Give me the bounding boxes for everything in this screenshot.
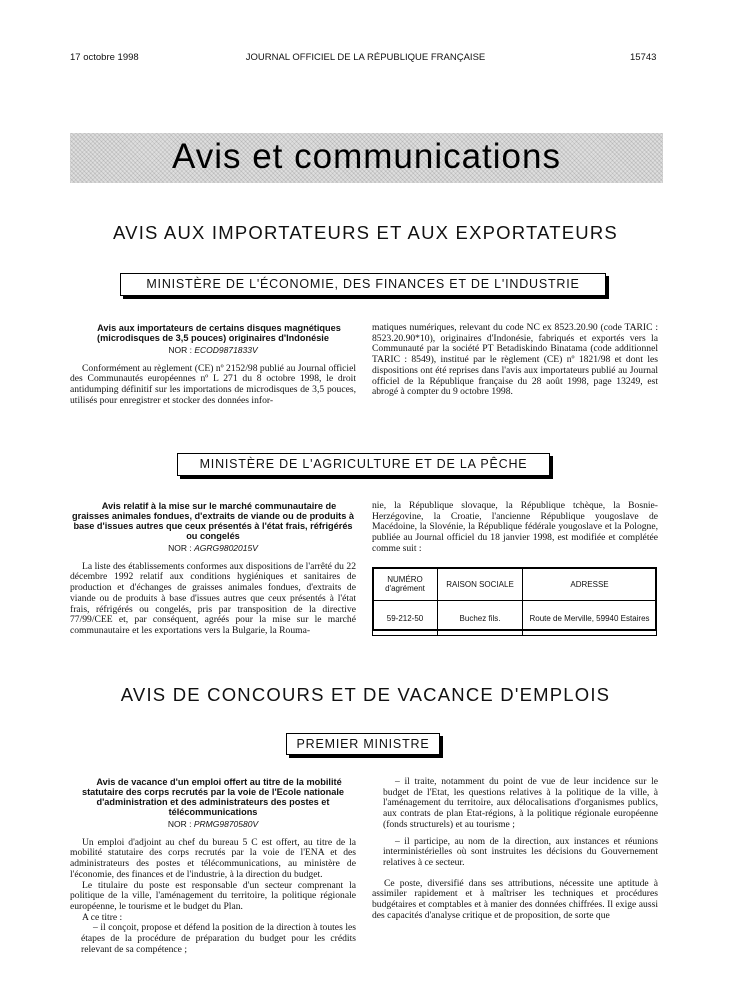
section-heading-vacancies: AVIS DE CONCOURS ET DE VACANCE D'EMPLOIS: [120, 684, 611, 705]
banner: [70, 133, 663, 183]
article-vacancy-bullet1: – il conçoit, propose et défend la position de la direction à toutes les étapes de la procédure de préparation du budget pour les crédits relevant de sa compétence ;: [81, 922, 356, 955]
article-fats-text-left: La liste des établissements conformes aux dispositions de l'arrêté du 22 décembre 1992 relatif aux conditions hygiéniques et sanitaires de production et d'échanges de graisses animales fondues, d'extraits de viande ou de produits à base d'issues autres que ceux présentés à l'état frais, réfrigérés ou congelés, pris par transposition de la directive 77/99/CEE et, par conséquent, agréés pour la mise sur le marché communautaire et les exportations vers la Bulgarie, la Rouma-: [70, 560, 356, 636]
banner-title: Avis et communications: [171, 137, 561, 176]
ministry-economy-name: MINISTÈRE DE L'ÉCONOMIE, DES FINANCES ET DE L'INDUSTRIE: [146, 277, 580, 291]
ministry-agriculture-name: MINISTÈRE DE L'AGRICULTURE ET DE LA PÊCHE: [199, 457, 528, 471]
cell-name: Buchez fils.: [438, 601, 523, 636]
article-disks-right: [372, 323, 658, 398]
ministry-economy-box: [120, 273, 606, 296]
journal-title: JOURNAL OFFICIEL DE LA RÉPUBLIQUE FRANÇAISE: [245, 52, 486, 63]
page-date: 17 octobre 1998: [70, 52, 139, 63]
cell-address: Route de Merville, 59940 Estaires: [523, 601, 657, 636]
article-vacancy-left: [70, 777, 356, 955]
ministry-pm-box: [286, 733, 440, 755]
article-vacancy-p1: Un emploi d'adjoint au chef du bureau 5 C est offert, au titre de la mobilité statutaire des corps recrutés par la voie de l'ENA et des administrateurs des postes et télécommunications, au ministère de l'économie, des finances et de l'industrie, à la direction du budget.: [70, 836, 356, 880]
page-number: 15743: [630, 52, 657, 63]
section-heading-importers: AVIS AUX IMPORTATEURS ET AUX EXPORTATEURS: [113, 222, 618, 243]
article-fats-left: [70, 501, 356, 637]
table-header-row: [373, 568, 657, 601]
article-disks-text-right: matiques numériques, relevant du code NC ex 8523.20.90 (code TARIC : 8523.20.90*10), originaires d'Indonésie, fabriqués et exportés vers la Communauté par la société PT Betadiskindo Binatama (code additionnel TARIC : 8549), institué par le règlement (CE) nº 1821/98 et dont les dispositions ont été reprises dans l'avis aux importateurs publié au Journal officiel de la République française du 28 août 1998, page 13249, est abrogé à compter du 9 octobre 1998.: [372, 322, 658, 398]
col-header-address: ADRESSE: [523, 568, 657, 601]
col-header-name: RAISON SOCIALE: [438, 568, 523, 601]
article-fats-nor: NOR : AGRG9802015V: [168, 543, 258, 553]
ministry-pm-name: PREMIER MINISTRE: [296, 737, 430, 751]
article-disks-nor: NOR : ECOD9871833V: [168, 345, 258, 355]
ministry-agriculture-box: [177, 453, 550, 476]
article-vacancy-right: [372, 777, 658, 921]
article-disks-title: Avis aux importateurs de certains disques magnétiques (microdisques de 3,5 pouces) originaires d'Indonésie: [97, 323, 341, 343]
cell-number: 59-212-50: [373, 601, 438, 636]
article-fats-title: Avis relatif à la mise sur le marché communautaire de graisses animales fondues, d'extraits de viande ou de produits à base d'issues autres que ceux présentés à l'état frais, réfrigérés ou congelés: [72, 501, 354, 541]
article-fats-right: [372, 501, 658, 555]
article-vacancy-title: Avis de vacance d'un emploi offert au titre de la mobilité statutaire des corps recrutés par la voie de l'Ecole nationale d'administration et des administrateurs des postes et télécommunications: [81, 777, 345, 817]
article-disks-left: [70, 323, 356, 407]
article-fats-text-right: nie, la République slovaque, la République tchèque, la Bosnie-Herzégovine, la Croatie, l'ancienne République yougoslave de Macédoine, la Slovénie, la République fédérale yougoslave et la Pologne, publiée au Journal officiel du 18 janvier 1998, est modifiée et complétée comme suit :: [372, 500, 658, 554]
article-disks-text-left: Conformément au règlement (CE) nº 2152/98 publié au Journal officiel des Communautés européennes nº L 271 du 8 octobre 1998, le droit antidumping définitif sur les importations de microdisques de 3,5 pouces, utilisés pour enregistrer et stocker des données infor-: [70, 362, 356, 406]
article-vacancy-p2: Le titulaire du poste est responsable d'un secteur comprenant la politique de la ville, l'aménagement du territoire, la politique régionale européenne, le tourisme et le budget du Plan.: [70, 879, 356, 912]
article-vacancy-bullet3: – il participe, au nom de la direction, aux instances et réunions interministérielles où sont instruites les décisions du Gouvernement relatives à ce secteur.: [383, 835, 658, 868]
article-vacancy-nor: NOR : PRMG9870580V: [167, 819, 259, 829]
article-vacancy-bullet2: – il traite, notamment du point de vue de leur incidence sur le budget de l'Etat, les questions relatives à la politique de la ville, à l'aménagement du territoire, aux délocalisations d'organismes publics, aux contrats de plan Etat-régions, à la politique régionale européenne (fonds structurels) et au tourisme ;: [383, 776, 658, 830]
article-vacancy-p3: A ce titre :: [82, 911, 123, 923]
col-header-number: NUMÉRO d'agrément: [373, 568, 438, 601]
table-row: [373, 601, 657, 636]
establishments-table: [372, 567, 657, 636]
article-vacancy-p4: Ce poste, diversifié dans ses attributions, nécessite une aptitude à assimiler rapidement et à maîtriser les techniques et procédures budgétaires et comptables et à manier des données chiffrées. Il exige aussi des capacités d'analyse critique et de proposition, de sorte que: [372, 877, 658, 921]
